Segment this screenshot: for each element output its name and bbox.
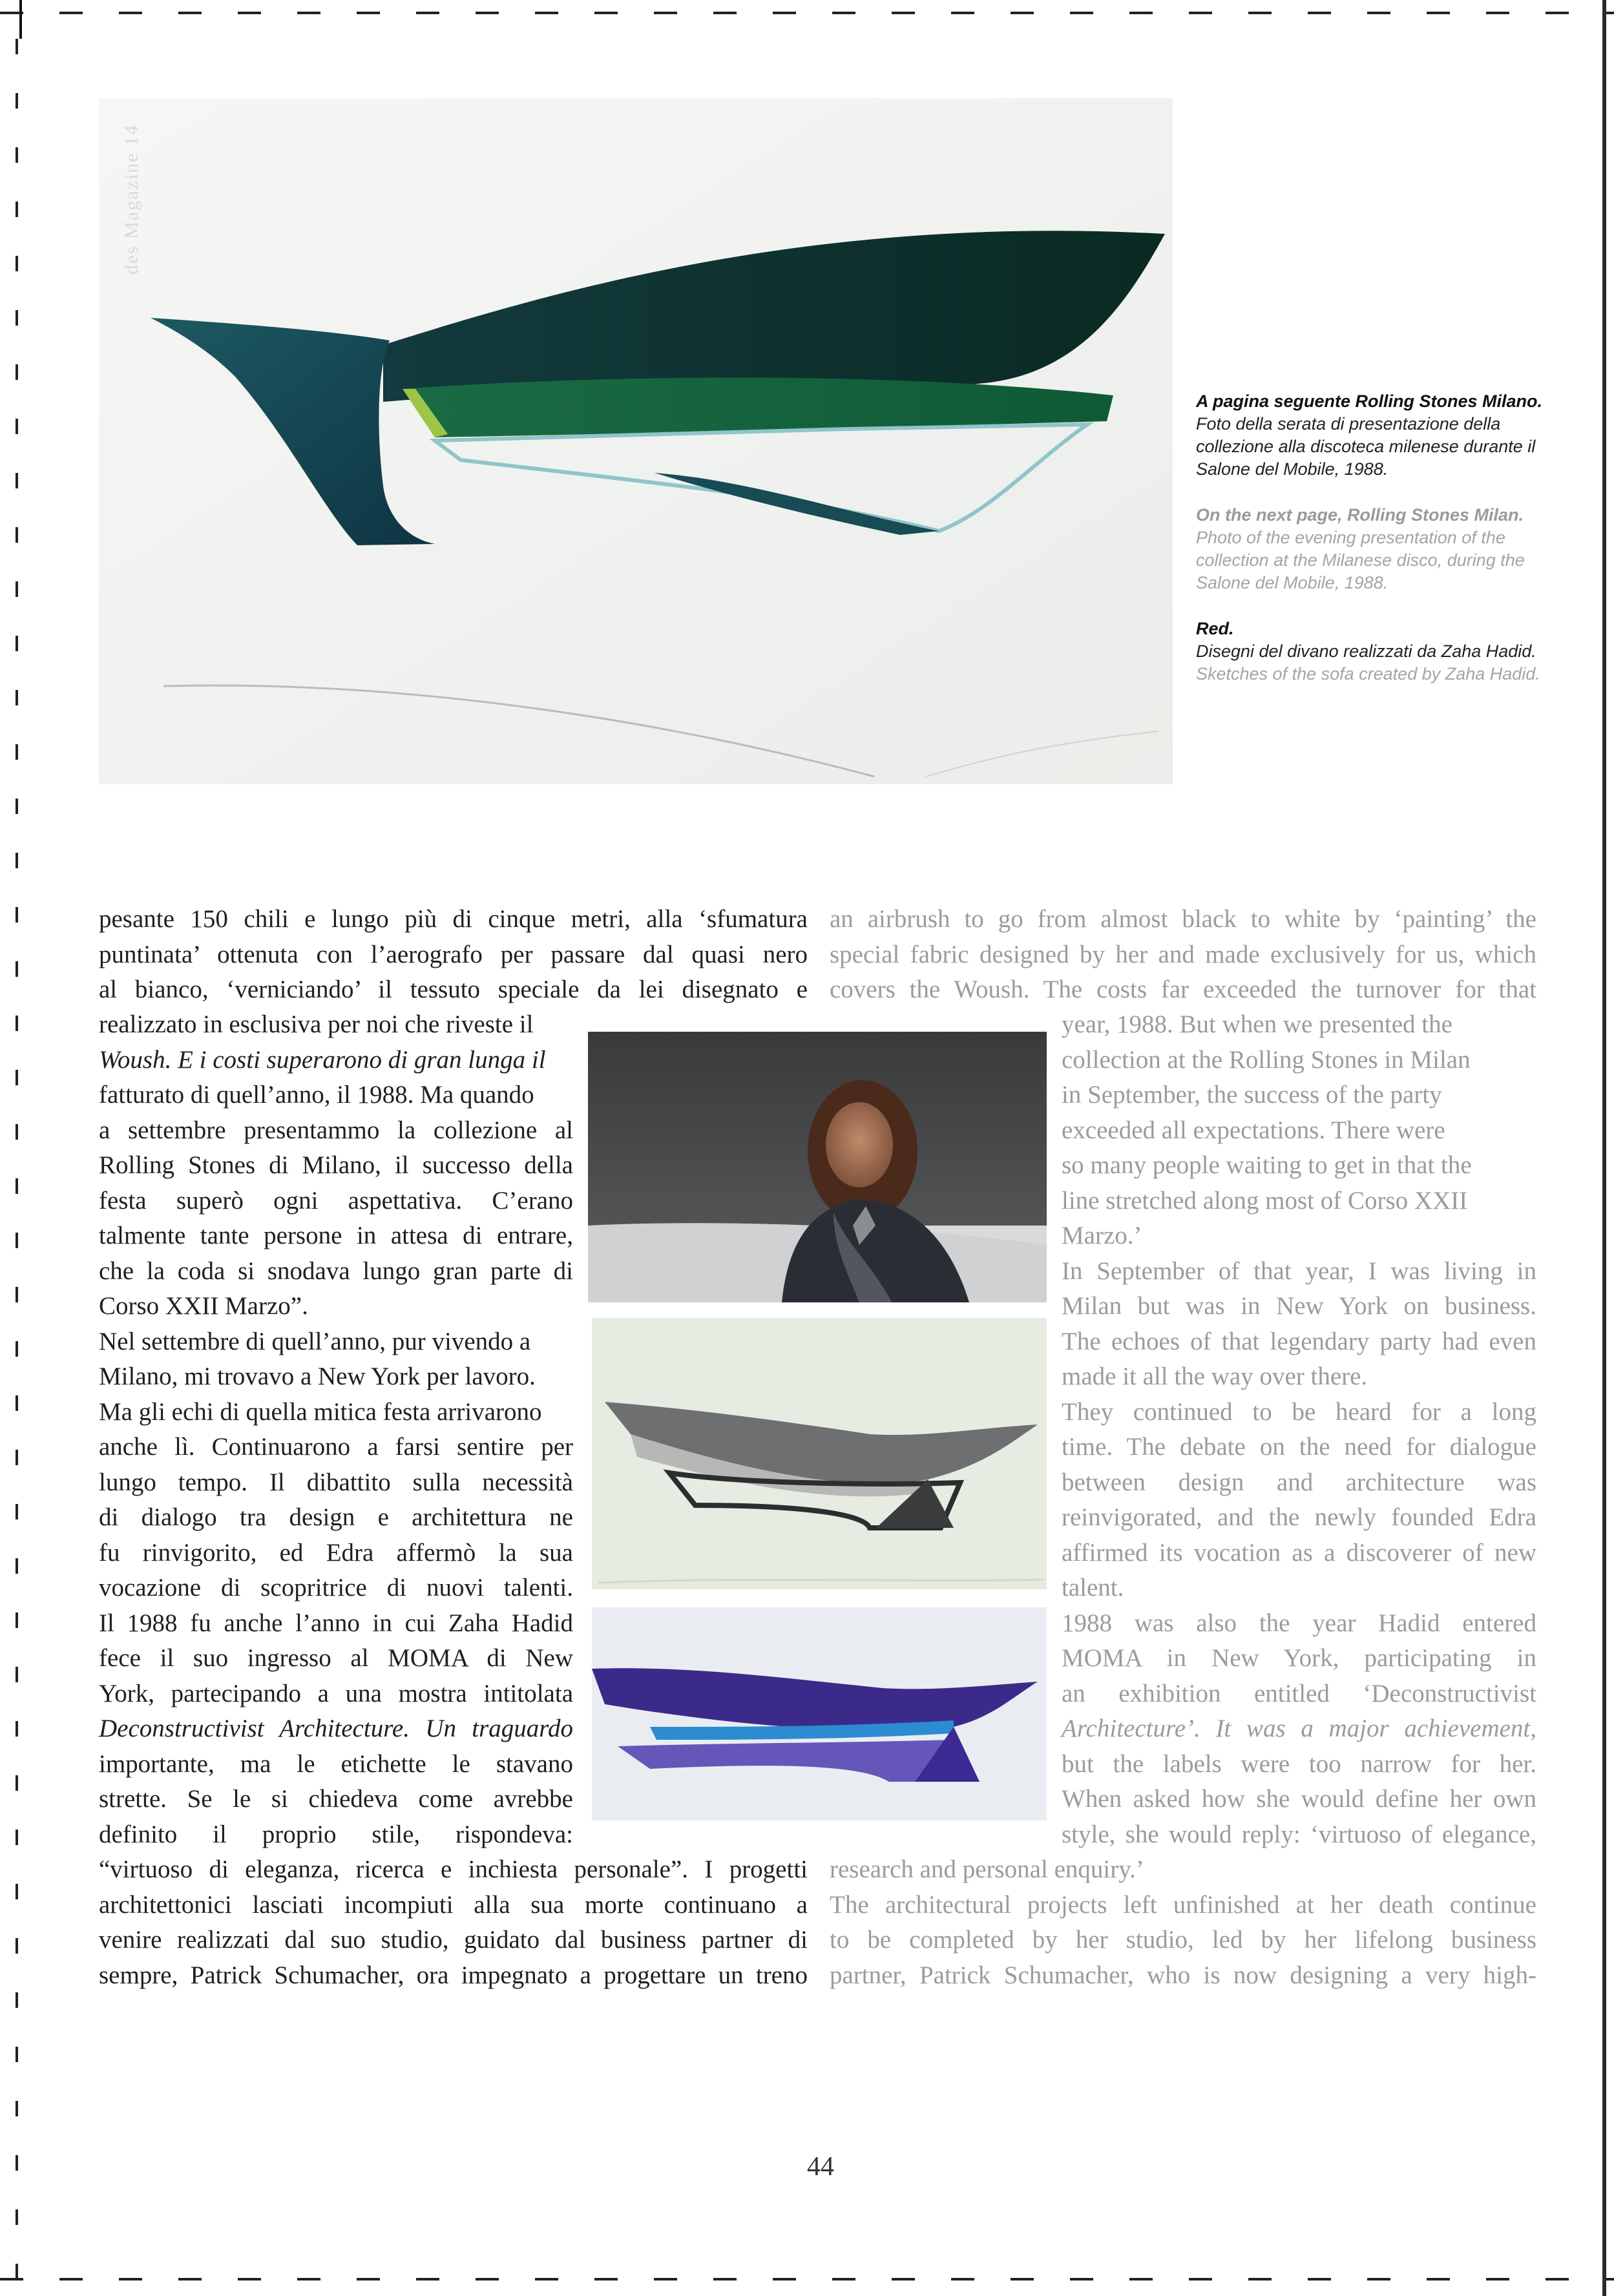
portrait-photo: [588, 1032, 1047, 1302]
caption-body: Foto della serata di presentazione della collezione alla discoteca milenese durante il Salone del Mobile, 1988.: [1196, 414, 1536, 479]
text-line: but the labels were too narrow for her.: [1062, 1749, 1536, 1778]
text-line: made it all the way over there.: [1062, 1362, 1368, 1390]
text-line: strette. Se le si chiedeva come avrebbe: [99, 1785, 573, 1813]
text-line: 1988 was also the year Hadid entered: [1062, 1609, 1536, 1637]
text-line: talmente tante persone in attesa di entrare,: [99, 1222, 573, 1249]
page-edge-right: [1602, 0, 1606, 2296]
caption-block: [1196, 390, 1558, 709]
text-line: an exhibition entitled ‘Deconstructivist: [1062, 1679, 1536, 1707]
caption-body: Sketches of the sofa created by Zaha Hadid.: [1196, 664, 1540, 684]
text-line: partner, Patrick Schumacher, who is now designing a very high-: [830, 1961, 1536, 1989]
hero-watermark: des Magazine 14: [121, 124, 142, 275]
italian-text-narrow: [99, 1007, 573, 1852]
text-line: Marzo.’: [1062, 1222, 1142, 1249]
text-line: York, partecipando a una mostra intitolata: [99, 1679, 573, 1707]
text-line: Architecture’. It was a major achievement,: [1062, 1715, 1536, 1742]
text-line: They continued to be heard for a long: [1062, 1397, 1536, 1426]
text-line: style, she would reply: ‘virtuoso of elegance,: [1062, 1820, 1536, 1848]
text-line: fece il suo ingresso al MOMA di New: [99, 1644, 573, 1672]
text-line: Nel settembre di quell’anno, pur vivendo a: [99, 1327, 531, 1355]
text-line: importante, ma le etichette le stavano: [99, 1749, 573, 1778]
text-line: “virtuoso di eleganza, ricerca e inchiesta personale”. I progetti: [99, 1855, 808, 1883]
text-line: anche lì. Continuarono a farsi sentire per: [99, 1433, 573, 1461]
text-line: che la coda si snodava lungo gran parte di: [99, 1257, 573, 1285]
italian-text-top: [99, 902, 808, 1008]
caption-english-2: [1196, 663, 1558, 685]
text-line: an airbrush to go from almost black to white by ‘painting’ the: [830, 905, 1536, 933]
caption-body: Photo of the evening presentation of the collection at the Milanese disco, during the Salone del Mobile, 1988.: [1196, 528, 1525, 592]
text-line: Woush. E i costi superarono di gran lunga il: [99, 1045, 546, 1074]
text-line: fu rinvigorito, ed Edra affermò la sua: [99, 1538, 573, 1567]
text-line: talent.: [1062, 1574, 1124, 1602]
text-line: The architectural projects left unfinished at her death continue: [830, 1890, 1536, 1919]
text-line: exceeded all expectations. There were: [1062, 1116, 1445, 1144]
text-line: di dialogo tra design e architettura ne: [99, 1503, 573, 1531]
text-line: Il 1988 fu anche l’anno in cui Zaha Hadid: [99, 1609, 573, 1637]
text-line: in September, the success of the party: [1062, 1081, 1442, 1109]
caption-italian-1: [1196, 390, 1558, 481]
text-line: puntinata’ ottenuta con l’aerografo per passare dal quasi nero: [99, 940, 808, 968]
text-line: lungo tempo. Il dibattito sulla necessità: [99, 1468, 573, 1496]
text-line: line stretched along most of Corso XXII: [1062, 1186, 1468, 1215]
zaha-hadid-portrait: [588, 1032, 1047, 1302]
text-line: MOMA in New York, participating in: [1062, 1644, 1536, 1672]
text-line: sempre, Patrick Schumacher, ora impegnato a progettare un treno: [99, 1961, 808, 1989]
text-line: between design and architecture was: [1062, 1468, 1536, 1496]
cut-line-left: [16, 0, 21, 2296]
text-line: year, 1988. But when we presented the: [1062, 1010, 1452, 1038]
page-number: 44: [807, 2152, 834, 2182]
caption-english-1: [1196, 504, 1558, 594]
english-text-top: [830, 902, 1536, 1008]
caption-title: A pagina seguente Rolling Stones Milano.: [1196, 391, 1543, 411]
text-line: Deconstructivist Architecture. Un traguardo: [99, 1715, 573, 1742]
text-line: definito il proprio stile, rispondeva:: [99, 1820, 573, 1848]
text-line: architettonici lasciati incompiuti alla sua morte continuano a: [99, 1890, 808, 1919]
hero-sofa-sketch: [99, 98, 1173, 784]
grey-sofa-sketch: [592, 1318, 1047, 1589]
text-line: The echoes of that legendary party had even: [1062, 1327, 1536, 1355]
text-line: reinvigorated, and the newly founded Edra: [1062, 1503, 1536, 1531]
text-line: affirmed its vocation as a discoverer of new: [1062, 1538, 1536, 1567]
italian-text-bottom: [99, 1852, 808, 1993]
cut-line-bottom: [0, 2273, 1614, 2290]
text-line: al bianco, ‘verniciando’ il tessuto speciale da lei disegnato e: [99, 976, 808, 1003]
text-line: Corso XXII Marzo”.: [99, 1292, 308, 1320]
text-line: collection at the Rolling Stones in Milan: [1062, 1045, 1471, 1074]
text-line: Ma gli echi di quella mitica festa arrivarono: [99, 1397, 542, 1426]
text-line: Milano, mi trovavo a New York per lavoro.: [99, 1362, 536, 1390]
text-line: fatturato di quell’anno, il 1988. Ma quando: [99, 1081, 534, 1109]
caption-body: Disegni del divano realizzati da Zaha Hadid.: [1196, 642, 1536, 661]
caption-italian-2: [1196, 618, 1558, 663]
text-line: Rolling Stones di Milano, il successo della: [99, 1151, 573, 1179]
text-line: vocazione di scopritrice di nuovi talenti.: [99, 1574, 573, 1602]
text-line: In September of that year, I was living in: [1062, 1257, 1536, 1285]
english-text-narrow: [1062, 1007, 1536, 1852]
text-line: venire realizzati dal suo studio, guidato dal business partner di: [99, 1926, 808, 1954]
blue-sofa-sketch: [592, 1607, 1047, 1821]
caption-title: On the next page, Rolling Stones Milan.: [1196, 505, 1524, 525]
text-line: special fabric designed by her and made exclusively for us, which: [830, 940, 1536, 968]
cut-line-top: [0, 0, 1614, 17]
text-line: a settembre presentammo la collezione al: [99, 1116, 573, 1144]
crop-mark: [19, 0, 22, 39]
text-line: When asked how she would define her own: [1062, 1785, 1536, 1813]
text-line: so many people waiting to get in that the: [1062, 1151, 1472, 1179]
text-line: pesante 150 chili e lungo più di cinque metri, alla ‘sfumatura: [99, 905, 808, 933]
text-line: research and personal enquiry.’: [830, 1855, 1144, 1883]
caption-title: Red.: [1196, 619, 1234, 638]
text-line: realizzato in esclusiva per noi che riveste il: [99, 1010, 534, 1038]
text-line: to be completed by her studio, led by her lifelong business: [830, 1926, 1536, 1954]
sofa-grey-photo: [592, 1318, 1047, 1589]
text-line: festa superò ogni aspettativa. C’erano: [99, 1186, 573, 1215]
text-line: time. The debate on the need for dialogue: [1062, 1433, 1536, 1461]
sofa-watercolor-drawing: [99, 98, 1173, 784]
english-text-bottom: [830, 1852, 1536, 1993]
text-line: Milan but was in New York on business.: [1062, 1292, 1536, 1320]
sofa-blue-photo: [592, 1607, 1047, 1821]
text-line: covers the Woush. The costs far exceeded the turnover for that: [830, 976, 1536, 1003]
